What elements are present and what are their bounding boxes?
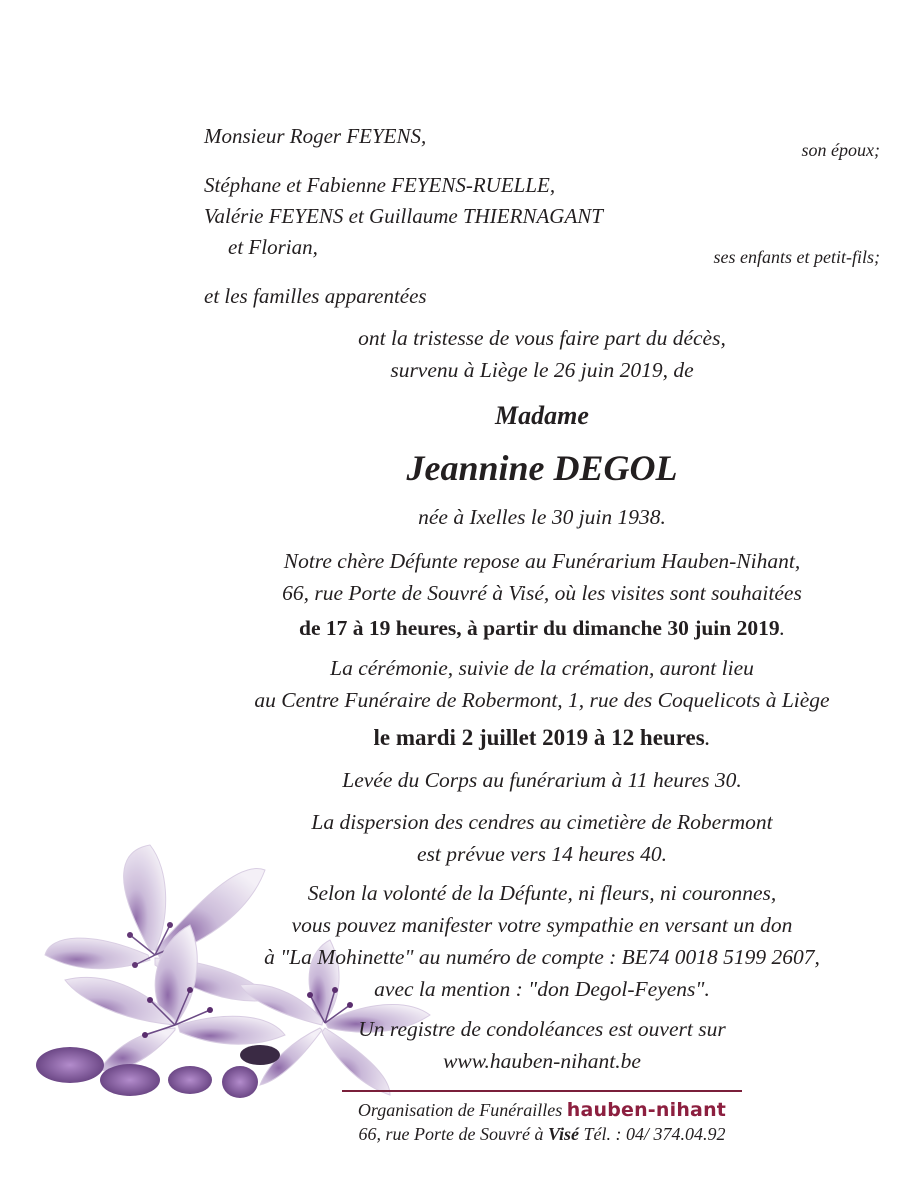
footer-phone: Tél. : 04/ 374.04.92: [583, 1124, 726, 1144]
deceased-birth: née à Ixelles le 30 juin 1938.: [418, 505, 666, 529]
ceremony-line-3: [200, 722, 884, 754]
husband-role: son époux;: [801, 140, 880, 160]
ceremony-date: le mardi 2 juillet 2019 à 12 heures: [373, 725, 705, 750]
dispersion-line-1: La dispersion des cendres au cimetière de Robermont: [311, 810, 773, 834]
relatives-line: et les familles apparentées: [204, 284, 427, 308]
deceased-title: Madame: [495, 401, 589, 430]
visitation-block: [200, 545, 884, 644]
children-line-1: Stéphane et Fabienne FEYENS-RUELLE,: [204, 173, 556, 197]
deceased-name: Jeannine DEGOL: [406, 448, 678, 488]
wishes-line-4: avec la mention : "don Degol-Feyens".: [374, 977, 710, 1001]
registry-block: [200, 1013, 884, 1077]
visitation-line-3: [200, 612, 884, 644]
wishes-line-2: vous pouvez manifester votre sympathie en versant un don: [291, 913, 793, 937]
footer-address: [200, 1124, 884, 1145]
announcement-line-1: ont la tristesse de vous faire part du décès,: [358, 326, 726, 350]
footer-city: Visé: [547, 1124, 579, 1144]
husband-name: Monsieur Roger FEYENS,: [204, 124, 427, 148]
wishes-block: [200, 877, 884, 1005]
announcement-line-2: survenu à Liège le 26 juin 2019, de: [390, 358, 694, 382]
footer-street: 66, rue Porte de Souvré à: [358, 1124, 544, 1144]
footer-org-prefix: Organisation de Funérailles: [357, 1100, 563, 1120]
visitation-line-1: Notre chère Défunte repose au Funérarium Hauben-Nihant,: [283, 549, 801, 573]
children-role: ses enfants et petit-fils;: [713, 247, 880, 267]
ceremony-line-2: au Centre Funéraire de Robermont, 1, rue des Coquelicots à Liège: [254, 688, 830, 712]
children-line-2: Valérie FEYENS et Guillaume THIERNAGANT: [204, 204, 603, 228]
children-line-3: et Florian,: [228, 235, 318, 259]
visitation-period: .: [779, 616, 785, 640]
registry-line-1: Un registre de condoléances est ouvert sur: [358, 1017, 726, 1041]
registry-website[interactable]: www.hauben-nihant.be: [443, 1049, 641, 1073]
ceremony-period: .: [704, 725, 711, 750]
visitation-hours: de 17 à 19 heures, à partir du dimanche 30 juin 2019: [299, 616, 780, 640]
footer-divider: [342, 1090, 742, 1092]
levee-line: Levée du Corps au funérarium à 11 heures 30.: [342, 768, 742, 792]
footer-organisation: [200, 1099, 884, 1121]
visitation-line-2: 66, rue Porte de Souvré à Visé, où les visites sont souhaitées: [282, 581, 802, 605]
wishes-line-1: Selon la volonté de la Défunte, ni fleurs, ni couronnes,: [307, 881, 777, 905]
brand-logo: hauben-nihant: [566, 1099, 727, 1121]
ceremony-line-1: La cérémonie, suivie de la crémation, auront lieu: [330, 656, 754, 680]
wishes-line-3: à "La Mohinette" au numéro de compte : BE74 0018 5199 2607,: [264, 945, 820, 969]
ceremony-block: [200, 652, 884, 754]
announcement: [200, 322, 884, 386]
dispersion-line-2: est prévue vers 14 heures 40.: [417, 842, 667, 866]
